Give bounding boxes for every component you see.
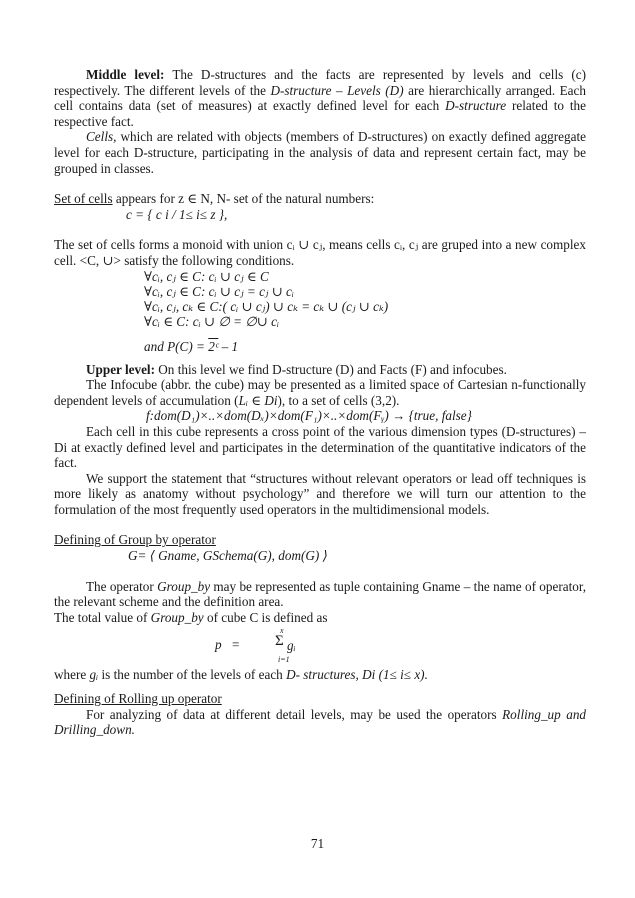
cells-paragraph: Cells, which are related with objects (members of D-structures) on exactly defined aggregate level for each D-structure, participating in the analysis of data and represent certain fact, may be grouped in classes. xyxy=(54,129,586,176)
sum-equals: = xyxy=(232,637,240,653)
condition-line: ∀cᵢ ∈ C: cᵢ ∪ ∅ = ∅∪ cᵢ xyxy=(144,313,280,329)
infocube-formula: f:dom(D₁)×..×dom(Dₓ)×dom(F₁)×..×dom(Fᵧ) → {true, false} xyxy=(146,408,472,424)
sigma-symbol: Σ xyxy=(275,633,284,650)
infocube-paragraph: The Infocube (abbr. the cube) may be presented as a limited space of Cartesian n-functionally dependent levels of accumulation (Lᵢ ∈ Di), to a set of cells (3,2). xyxy=(54,377,586,408)
rolling-up-paragraph: For analyzing of data at different detail levels, may be used the operators Rolling_up and Drilling_down. xyxy=(54,706,586,738)
sum-p: p xyxy=(215,637,222,653)
upper-level-paragraph: Upper level: On this level we find D-structure (D) and Facts (F) and infocubes. xyxy=(86,361,507,377)
group-by-total-line: The total value of Group_by of cube C is defined as xyxy=(54,609,328,625)
monoid-paragraph: The set of cells forms a monoid with union cᵢ ∪ cⱼ, means cells cᵢ, cⱼ are gruped into a new complex cell. <C, ∪> satisfy the following conditions. xyxy=(54,237,586,268)
condition-line: ∀cᵢ, cⱼ, cₖ ∈ C:( cᵢ ∪ cⱼ) ∪ cₖ = cₖ ∪ (cⱼ ∪ cₖ) xyxy=(144,298,389,314)
sum-upper-limit: x xyxy=(280,626,284,636)
cube-cell-paragraph: Each cell in this cube represents a cross point of the various dimension types (D-structures) – Di at exactly defined level and participates in the determination of the quantitative indicators of the fact. xyxy=(54,423,586,471)
monoid-conditions xyxy=(54,269,586,354)
sum-lower-limit: i=1 xyxy=(278,655,290,665)
power-set-formula: and P(C) = 2ᶜ – 1 xyxy=(144,338,239,354)
middle-level-paragraph: Middle level: The D-structures and the facts are represented by levels and cells (c) respectively. The different levels of the D-structure – Levels (D) are hierarchically arranged. Each cell contains data (set of measures) at exactly defined level for each D-structure related to the respective fact. xyxy=(54,67,586,129)
where-line: where gᵢ is the number of the levels of each D- structures, Di (1≤ i≤ x). xyxy=(54,667,428,683)
group-by-paragraph: The operator Group_by may be represented as tuple containing Gname – the name of operator, the relevant scheme and the definition area. xyxy=(54,578,586,610)
group-by-formula: G= ⟨ Gname, GSchema(G), dom(G) ⟩ xyxy=(128,548,328,564)
page-body xyxy=(54,67,586,738)
rolling-up-heading: Defining of Rolling up operator xyxy=(54,691,222,707)
set-of-cells-label: Set of cells xyxy=(54,191,113,207)
condition-line: ∀cᵢ, cⱼ ∈ C: cᵢ ∪ cⱼ ∈ C xyxy=(144,268,269,284)
sum-formula xyxy=(54,625,586,667)
condition-line: ∀cᵢ, cⱼ ∈ C: cᵢ ∪ cⱼ = cⱼ ∪ cᵢ xyxy=(144,283,295,299)
middle-level-heading: Middle level: xyxy=(86,67,165,82)
sum-term: gᵢ xyxy=(287,638,296,654)
upper-level-heading: Upper level: xyxy=(86,361,155,377)
group-by-heading: Defining of Group by operator xyxy=(54,532,216,548)
page-number: 71 xyxy=(310,836,325,851)
set-of-cells-line: Set of cells appears for z ∈ N, N- set of the natural numbers: xyxy=(54,191,375,207)
set-of-cells-formula: c = { c i / 1≤ i≤ z }, xyxy=(126,206,228,222)
support-paragraph: We support the statement that “structures without relevant operators or lead off techniques is more likely as anatomy without psychology” and therefore we will turn our attention to the formulation of the most frequently used operators in the multidimensional models. xyxy=(54,470,586,517)
